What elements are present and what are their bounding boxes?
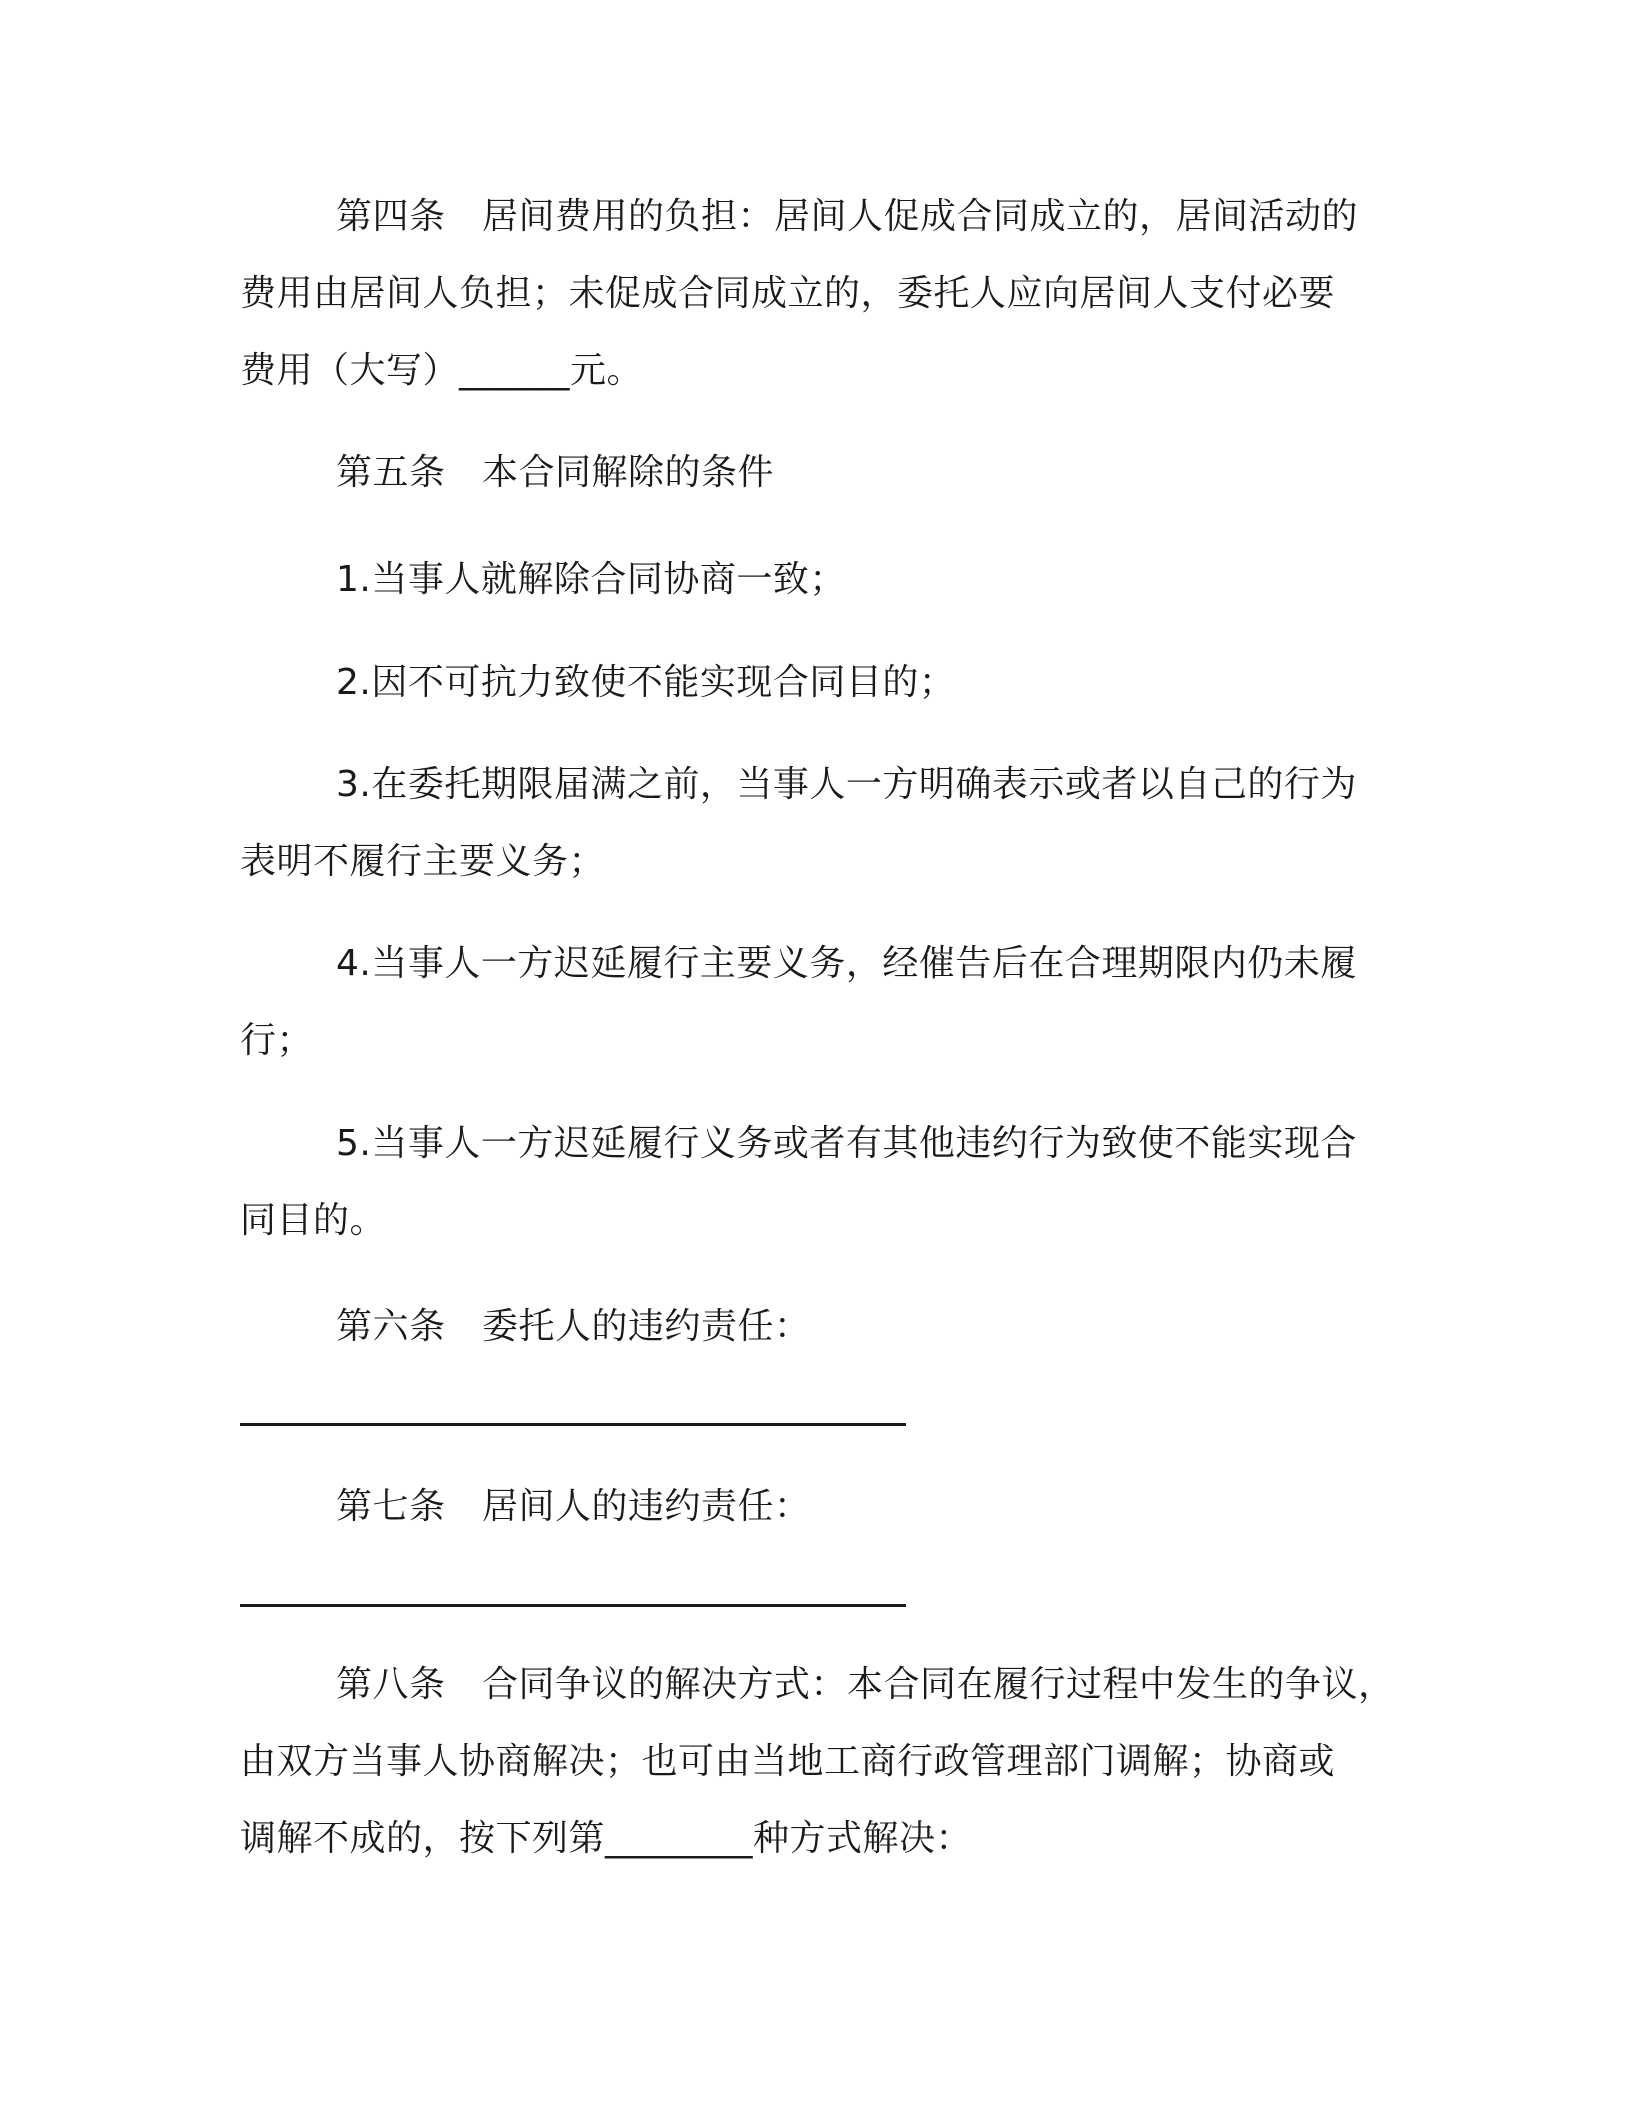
article-8-line-3: 调解不成的，按下列第________种方式解决：	[240, 1818, 973, 1859]
article-5-item-4	[240, 925, 1410, 1079]
article-5-item-1	[240, 541, 1410, 618]
article-5-item-2-text: 2.因不可抗力致使不能实现合同目的；	[336, 662, 956, 703]
article-6-heading-text: 第六条 委托人的违约责任：	[336, 1306, 811, 1347]
article-8-line-2: 由双方当事人协商解决；也可由当地工商行政管理部门调解；协商或	[240, 1741, 1336, 1782]
article-4-line-3: 费用（大写）______元。	[240, 350, 644, 391]
article-8	[240, 1646, 1410, 1877]
article-5-heading-text: 第五条 本合同解除的条件	[336, 452, 775, 493]
article-5-item-5-line-2: 同目的。	[240, 1200, 387, 1241]
article-5-item-3-line-1: 3.在委托期限届满之前，当事人一方明确表示或者以自己的行为	[336, 764, 1357, 805]
article-6-heading	[240, 1288, 1410, 1365]
article-5-item-4-line-2: 行；	[240, 1020, 314, 1061]
article-5-item-2	[240, 644, 1410, 721]
article-5-item-4-line-1: 4.当事人一方迟延履行主要义务，经催告后在合理期限内仍未履	[336, 943, 1357, 984]
article-6-blank-line	[240, 1423, 906, 1426]
article-5-item-3-line-2: 表明不履行主要义务；	[240, 841, 606, 882]
article-4	[240, 178, 1410, 409]
article-4-line-2: 费用由居间人负担；未促成合同成立的，委托人应向居间人支付必要	[240, 273, 1336, 314]
article-7-heading	[240, 1468, 1410, 1545]
article-5-item-5-line-1: 5.当事人一方迟延履行义务或者有其他违约行为致使不能实现合	[336, 1123, 1357, 1164]
article-8-line-1: 第八条 合同争议的解决方式：本合同在履行过程中发生的争议，	[336, 1664, 1395, 1705]
article-4-line-1: 第四条 居间费用的负担：居间人促成合同成立的，居间活动的	[336, 196, 1359, 237]
article-5-item-1-text: 1.当事人就解除合同协商一致；	[336, 559, 846, 600]
article-5-item-3	[240, 746, 1410, 900]
article-5-heading	[240, 434, 1410, 511]
article-7-heading-text: 第七条 居间人的违约责任：	[336, 1486, 811, 1527]
article-5-item-5	[240, 1105, 1410, 1259]
article-7-blank-line	[240, 1604, 906, 1607]
